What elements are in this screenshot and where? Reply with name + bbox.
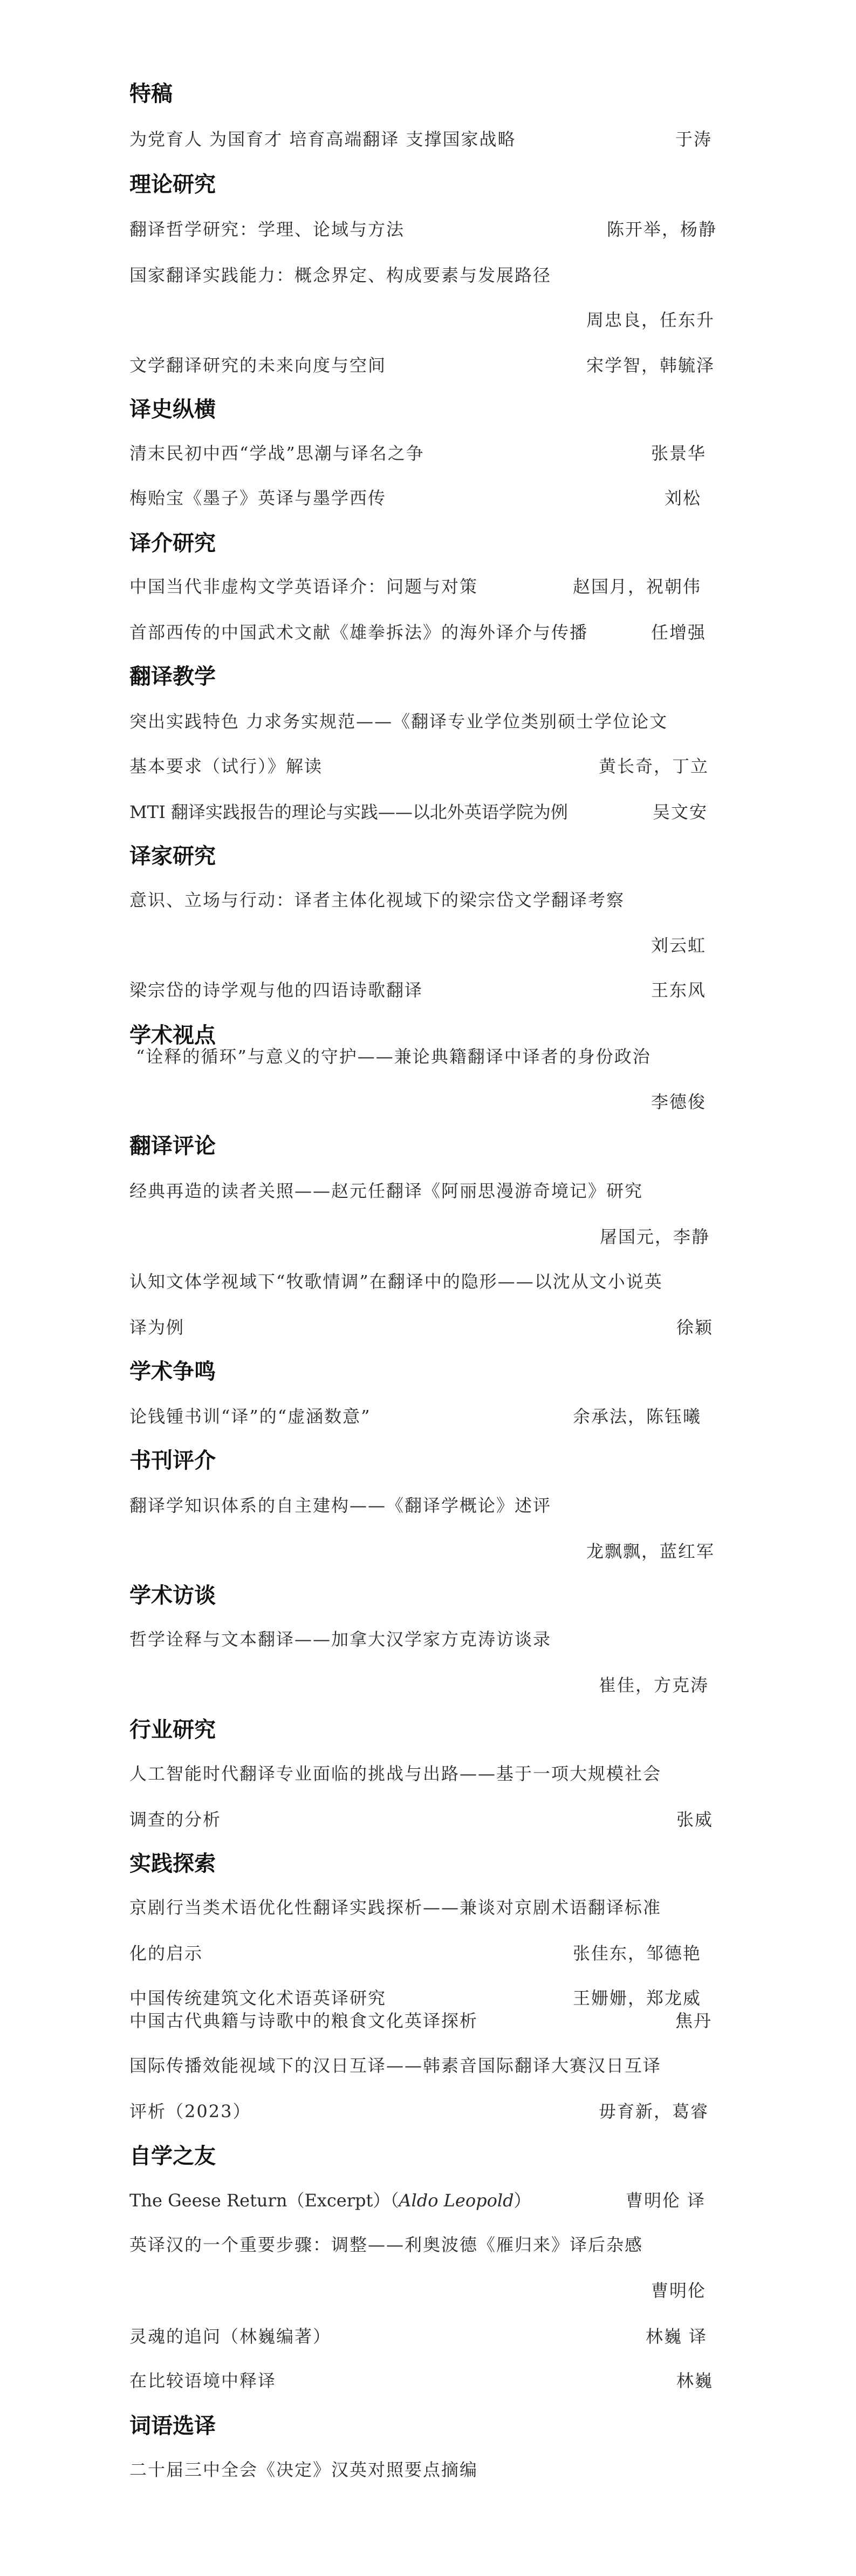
article-title: 意识、立场与行动：译者主体化视域下的梁宗岱文学翻译考察 [129,890,625,910]
article-title: 哲学诠释与文本翻译——加拿大汉学家方克涛访谈录 [129,1629,552,1650]
article-title-line1: 国际传播效能视域下的汉日互译——韩素音国际翻译大赛汉日互译 [129,2055,662,2076]
article-title: 为党育人 为国育才 培育高端翻译 支撑国家战略 [129,129,516,149]
article-title-line1: 京剧行当类术语优化性翻译实践探析——兼谈对京剧术语翻译标准 [129,1897,662,1918]
article-title: 梁宗岱的诗学观与他的四语诗歌翻译 [129,980,423,1000]
article-title: 翻译哲学研究：学理、论域与方法 [129,219,405,240]
section-heading-academic-interview: 学术访谈 [129,1583,216,1608]
article-author: 任增强 [651,622,707,643]
article-title-line2: 译为例 [129,1317,185,1338]
article-author: 吴文安 [653,802,708,822]
article-title-line1: 认知文体学视域下“牧歌情调”在翻译中的隐形——以沈从文小说英 [129,1271,663,1292]
section-heading-academic-viewpoint: 学术视点 [129,1023,216,1048]
article-title: 二十届三中全会《决定》汉英对照要点摘编 [129,2459,478,2480]
article-author: 林巍 译 [646,2326,708,2347]
article-title: 首部西传的中国武术文献《雄拳拆法》的海外译介与传播 [129,622,588,643]
article-title: 英译汉的一个重要步骤：调整——利奥波德《雁归来》译后杂感 [129,2234,643,2255]
article-author: 宋学智，韩毓泽 [586,355,715,376]
article-title-original-author: Aldo Leopold [399,2190,514,2211]
article-title: 梅贻宝《墨子》英译与墨学西传 [129,488,387,508]
section-heading-translator-studies: 译家研究 [129,844,216,869]
article-author: 周忠良，任东升 [586,310,715,330]
article-title-line2: 评析（2023） [129,2101,251,2122]
article-title: 论钱锺书训“译”的“虚涵数意” [129,1406,371,1427]
article-author: 刘云虹 [651,935,707,956]
article-title: 中国古代典籍与诗歌中的粮食文化英译探析 [129,2011,478,2031]
article-author: 焦丹 [675,2011,713,2031]
article-title-line1: 突出实践特色 力求务实规范——《翻译专业学位类别硕士学位论文 [129,711,668,732]
article-title: 国家翻译实践能力：概念界定、构成要素与发展路径 [129,265,552,285]
section-heading-special: 特稿 [129,81,173,106]
article-author: 毋育新，葛睿 [599,2101,709,2122]
section-heading-translation-history: 译史纵横 [129,397,216,422]
article-title: 清末民初中西“学战”思潮与译名之争 [129,443,424,464]
section-heading-selected-term-translations: 词语选译 [129,2414,216,2438]
section-heading-book-review: 书刊评介 [129,1448,216,1473]
article-title-main: The Geese Return（Excerpt）（ [129,2190,399,2211]
article-author: 赵国月，祝朝伟 [573,576,702,597]
article-title: 翻译学知识体系的自主建构——《翻译学概论》述评 [129,1495,552,1516]
article-title: 灵魂的追问（林巍编著） [129,2326,332,2347]
article-title: MTI 翻译实践报告的理论与实践——以北外英语学院为例 [129,802,568,822]
article-title-line2: 基本要求（试行）》解读 [129,756,323,776]
article-author: 王东风 [651,980,707,1000]
article-author: 曹明伦 译 [626,2190,706,2211]
article-title [129,2190,531,2211]
article-author: 龙飘飘，蓝红军 [586,1541,715,1562]
article-author: 屠国元，李静 [600,1226,710,1247]
article-author: 黄长奇，丁立 [599,756,709,776]
section-heading-translation-teaching: 翻译教学 [129,664,216,689]
article-author: 张佳东，邹德艳 [573,1943,702,1964]
article-author: 余承法，陈钰曦 [573,1406,702,1427]
article-author: 张威 [676,1809,714,1830]
section-heading-industry-research: 行业研究 [129,1718,216,1742]
article-title: 在比较语境中释译 [129,2370,277,2391]
section-heading-practice-exploration: 实践探索 [129,1851,216,1876]
article-author: 刘松 [665,488,702,508]
article-title: “诠释的循环”与意义的守护——兼论典籍翻译中译者的身份政治 [136,1046,651,1067]
section-heading-academic-debate: 学术争鸣 [129,1359,216,1384]
article-title: 中国当代非虚构文学英语译介：问题与对策 [129,576,478,597]
article-title: 中国传统建筑文化术语英译研究 [129,1988,387,2008]
article-title-line1: 人工智能时代翻译专业面临的挑战与出路——基于一项大规模社会 [129,1763,662,1784]
section-heading-self-study-friend: 自学之友 [129,2144,216,2169]
article-author: 张景华 [651,443,707,464]
section-heading-translation-introduction: 译介研究 [129,531,216,556]
article-author: 于涛 [675,129,713,149]
article-author: 林巍 [676,2370,714,2391]
article-title-end: ） [513,2190,531,2211]
article-author: 王姗姗，郑龙威 [573,1988,702,2008]
article-author: 徐颖 [676,1317,714,1338]
article-author: 崔佳，方克涛 [599,1675,709,1695]
article-title: 经典再造的读者关照——赵元任翻译《阿丽思漫游奇境记》研究 [129,1181,643,1201]
article-title-line2: 化的启示 [129,1943,203,1964]
article-author: 曹明伦 [651,2280,707,2301]
article-title-line2: 调查的分析 [129,1809,222,1830]
section-heading-translation-criticism: 翻译评论 [129,1134,216,1158]
article-author: 陈开举，杨静 [607,219,717,240]
article-author: 李德俊 [651,1092,707,1112]
section-heading-theory: 理论研究 [129,172,216,197]
article-title: 文学翻译研究的未来向度与空间 [129,355,387,376]
